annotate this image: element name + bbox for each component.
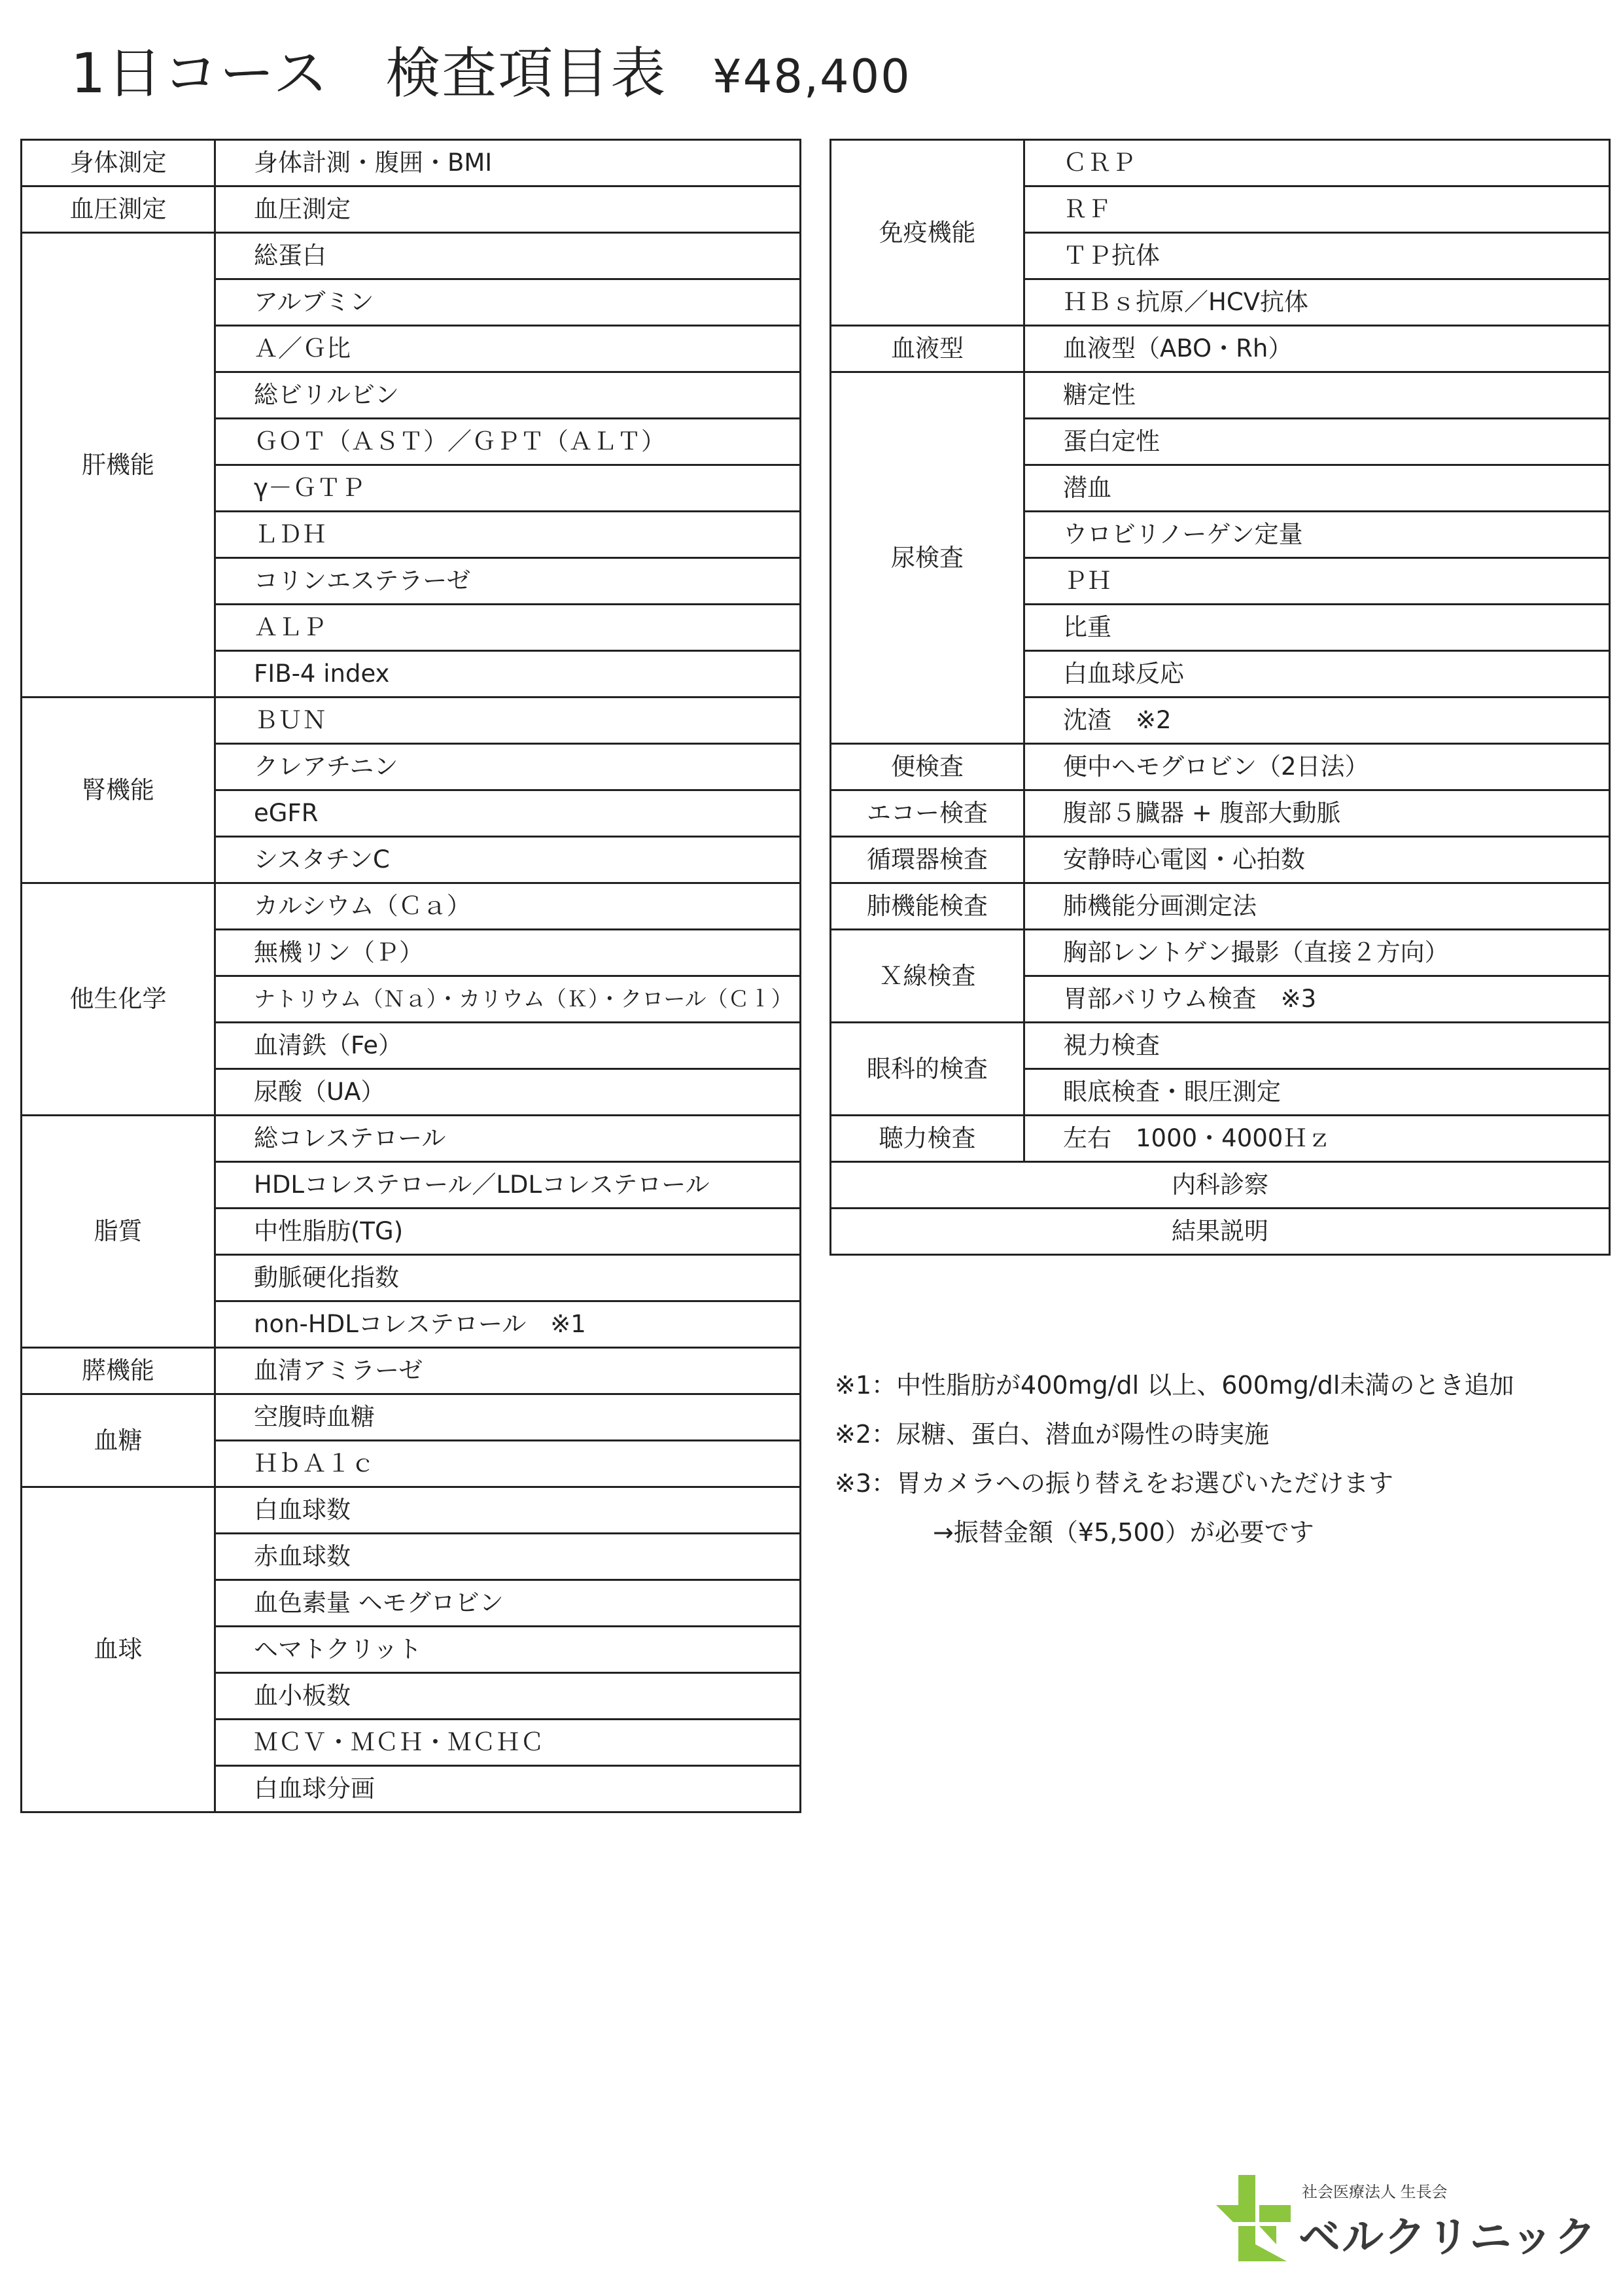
category-cell: Ｘ線検査 [831,930,1024,1023]
logo-accent [1259,2226,1276,2244]
exam-item-cell: 身体計測・腹囲・BMI [215,140,801,186]
exam-item-cell: 尿酸（UA） [215,1069,801,1116]
exam-item-cell: 蛋白定性 [1024,419,1610,465]
full-width-item: 結果説明 [831,1209,1610,1255]
exam-item-cell: ナトリウム（Ｎａ）・カリウム（Ｋ）・クロール（Ｃｌ） [215,976,801,1023]
exam-item-cell: 比重 [1024,605,1610,651]
table-row [22,1116,801,1162]
note-3: ※3：胃カメラへの振り替えをお選びいただけます [835,1469,1394,1498]
exam-item-cell: カルシウム（Ｃａ） [215,883,801,930]
category-cell: 血球 [22,1487,215,1812]
table-row [831,372,1610,419]
logo-bottom-wedge [1238,2226,1287,2261]
exam-item-cell: 胃部バリウム検査 ※3 [1024,976,1610,1023]
exam-item-cell: 白血球分画 [215,1766,801,1812]
category-cell: 便検査 [831,744,1024,790]
exam-item-cell: 安静時心電図・心拍数 [1024,837,1610,883]
exam-item-cell: 腹部５臓器 + 腹部大動脈 [1024,790,1610,837]
exam-item-cell: 総蛋白 [215,233,801,279]
logo-left-wing [1216,2205,1255,2222]
exam-item-cell: 総コレステロール [215,1116,801,1162]
exam-item-cell: 血清アミラーゼ [215,1348,801,1394]
logo-top-bar [1238,2175,1255,2208]
table-row [831,1116,1610,1162]
exam-item-cell: ウロビリノーゲン定量 [1024,512,1610,558]
exam-item-cell: 便中ヘモグロビン（2日法） [1024,744,1610,790]
exam-item-cell: 赤血球数 [215,1534,801,1580]
category-cell: 尿検査 [831,372,1024,744]
exam-item-cell: ＭＣＶ・ＭＣＨ・ＭＣＨＣ [215,1720,801,1766]
note-2: ※2：尿糖、蛋白、潜血が陽性の時実施 [835,1420,1270,1449]
category-cell: 肝機能 [22,233,215,698]
exam-item-cell: 血小板数 [215,1673,801,1720]
exam-item-cell: ＢＵＮ [215,698,801,744]
logo-organization: 社会医療法人 生長会 [1302,2183,1448,2201]
table-row [831,1023,1610,1069]
exam-item-cell: ヘマトクリット [215,1627,801,1673]
category-cell: 脂質 [22,1116,215,1348]
table-row [22,1394,801,1441]
table-row [831,326,1610,372]
notes-section [835,1361,1607,1557]
table-row [22,698,801,744]
exam-item-cell: コリンエステラーゼ [215,558,801,605]
exam-item-cell: ＬＤＨ [215,512,801,558]
exam-item-cell: 血清鉄（Fe） [215,1023,801,1069]
right-exam-table [829,139,1611,1256]
logo-clinic-name: ベルクリニック [1299,2214,1597,2262]
table-row [22,140,801,186]
category-cell: 循環器検査 [831,837,1024,883]
table-row [831,1209,1610,1255]
exam-item-cell: 血液型（ABO・Rh） [1024,326,1610,372]
exam-item-cell: ＣＲＰ [1024,140,1610,186]
table-row [831,790,1610,837]
exam-item-cell: ＴＰ抗体 [1024,233,1610,279]
exam-item-cell: eGFR [215,790,801,837]
exam-item-cell: HDLコレステロール／LDLコレステロール [215,1162,801,1209]
exam-item-cell: FIB-4 index [215,651,801,698]
table-row [831,930,1610,976]
exam-item-cell: 無機リン（Ｐ） [215,930,801,976]
exam-item-cell: 潜血 [1024,465,1610,512]
table-row [831,140,1610,186]
table-row [831,837,1610,883]
exam-item-cell: アルブミン [215,279,801,326]
bell-clinic-cross-logo-icon [1213,2172,1299,2264]
exam-item-cell: ＨｂＡ１ｃ [215,1441,801,1487]
exam-item-cell: ＨＢｓ抗原／HCV抗体 [1024,279,1610,326]
table-row [22,1348,801,1394]
exam-item-cell: 空腹時血糖 [215,1394,801,1441]
category-cell: エコー検査 [831,790,1024,837]
exam-item-cell: 胸部レントゲン撮影（直接２方向） [1024,930,1610,976]
exam-item-cell: 肺機能分画測定法 [1024,883,1610,930]
table-row [22,233,801,279]
exam-item-cell: Ａ／Ｇ比 [215,326,801,372]
note-3-continued: →振替金額（¥5,500）が必要です [933,1518,1314,1547]
exam-item-cell: 視力検査 [1024,1023,1610,1069]
exam-item-cell: 血圧測定 [215,186,801,233]
exam-item-cell: ＲＦ [1024,186,1610,233]
page-title [71,34,911,116]
exam-item-cell: シスタチンC [215,837,801,883]
exam-item-cell: non-HDLコレステロール ※1 [215,1301,801,1348]
title-text: 1日コース 検査項目表 [71,41,667,105]
category-cell: 身体測定 [22,140,215,186]
category-cell: 聴力検査 [831,1116,1024,1162]
full-width-item: 内科診察 [831,1162,1610,1209]
exam-item-cell: 中性脂肪(TG) [215,1209,801,1255]
table-row [831,744,1610,790]
logo-right-wing [1259,2205,1291,2222]
exam-item-cell: 動脈硬化指数 [215,1255,801,1301]
exam-item-cell: γ－ＧＴＰ [215,465,801,512]
category-cell: 血糖 [22,1394,215,1487]
category-cell: 肺機能検査 [831,883,1024,930]
category-cell: 膵機能 [22,1348,215,1394]
left-exam-table [20,139,801,1813]
exam-item-cell: 血色素量 ヘモグロビン [215,1580,801,1627]
table-row [831,1162,1610,1209]
exam-item-cell: 沈渣 ※2 [1024,698,1610,744]
category-cell: 免疫機能 [831,140,1024,326]
table-row [22,186,801,233]
course-price: ¥48,400 [712,50,911,103]
category-cell: 血液型 [831,326,1024,372]
category-cell: 眼科的検査 [831,1023,1024,1116]
table-row [831,883,1610,930]
exam-item-cell: 眼底検査・眼圧測定 [1024,1069,1610,1116]
exam-item-cell: 白血球数 [215,1487,801,1534]
exam-item-cell: 白血球反応 [1024,651,1610,698]
exam-item-cell: ＡＬＰ [215,605,801,651]
exam-item-cell: ＧＯＴ（ＡＳＴ）／ＧＰＴ（ＡＬＴ） [215,419,801,465]
exam-item-cell: クレアチニン [215,744,801,790]
note-1: ※1：中性脂肪が400mg/dl 以上、600mg/dl未満のとき追加 [835,1371,1514,1400]
exam-item-cell: 総ビリルビン [215,372,801,419]
table-row [22,883,801,930]
exam-item-cell: ＰＨ [1024,558,1610,605]
exam-item-cell: 糖定性 [1024,372,1610,419]
category-cell: 腎機能 [22,698,215,883]
category-cell: 他生化学 [22,883,215,1116]
clinic-logo [1213,2172,1597,2270]
table-row [22,1487,801,1534]
exam-item-cell: 左右 1000・4000Ｈｚ [1024,1116,1610,1162]
category-cell: 血圧測定 [22,186,215,233]
